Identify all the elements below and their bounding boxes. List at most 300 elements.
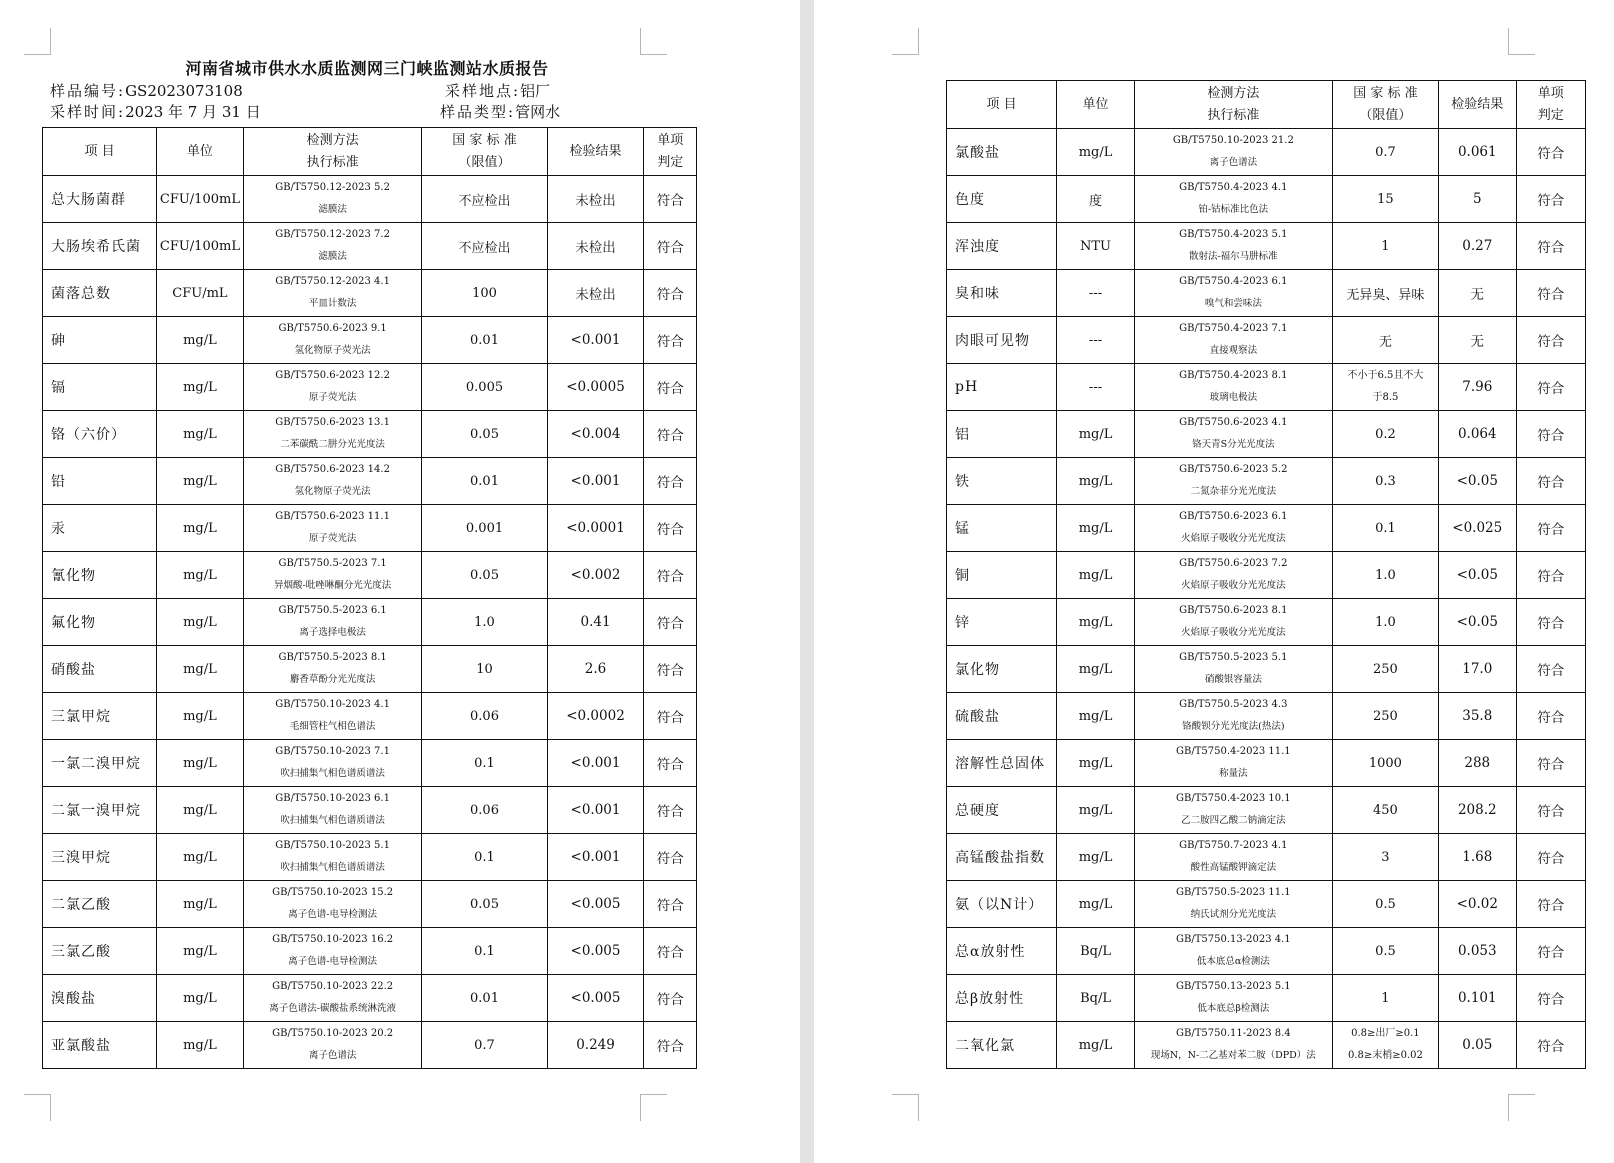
judgement-cell: 符合	[644, 693, 697, 740]
table-row	[43, 317, 697, 364]
method-standard: GB/T5750.6-2023 9.1	[278, 323, 387, 334]
limit-cell: 0.5	[1332, 928, 1438, 975]
limit-line: 于8.5	[1372, 392, 1399, 403]
limit-cell: 0.01	[422, 975, 547, 1022]
table-row	[43, 834, 697, 881]
unit-cell: ---	[1057, 317, 1135, 364]
judgement-cell: 符合	[1516, 552, 1585, 599]
crop-mark	[24, 28, 51, 55]
item-cell: 亚氯酸盐	[43, 1022, 157, 1069]
method-name: 二氮杂菲分光光度法	[1190, 486, 1277, 497]
method-cell	[243, 458, 422, 505]
method-cell	[243, 975, 422, 1022]
method-name: 原子荧光法	[308, 392, 357, 403]
result-cell: <0.002	[547, 552, 644, 599]
method-cell	[1134, 223, 1332, 270]
unit-cell: mg/L	[157, 364, 244, 411]
method-cell	[1134, 928, 1332, 975]
method-name: 低本底总β检测法	[1197, 1003, 1270, 1014]
table-row	[947, 834, 1586, 881]
method-cell	[1134, 270, 1332, 317]
judgement-cell: 符合	[644, 740, 697, 787]
method-name: 异烟酸-吡唑啉酮分光光度法	[274, 580, 392, 591]
method-standard: GB/T5750.6-2023 6.1	[1179, 511, 1288, 522]
method-cell	[1134, 975, 1332, 1022]
judgement-cell: 符合	[644, 1022, 697, 1069]
crop-mark	[24, 1094, 51, 1121]
unit-cell: 度	[1057, 176, 1135, 223]
unit-cell: mg/L	[157, 740, 244, 787]
header-unit: 单位	[1057, 81, 1135, 129]
method-name: 平皿计数法	[308, 298, 357, 309]
method-name: 离子选择电极法	[299, 627, 366, 638]
method-name: 嗅气和尝味法	[1204, 298, 1262, 309]
unit-cell: mg/L	[1057, 599, 1135, 646]
method-standard: GB/T5750.6-2023 5.2	[1179, 464, 1288, 475]
method-name: 吹扫捕集气相色谱质谱法	[280, 768, 385, 779]
table-row	[947, 129, 1586, 176]
judgement-cell: 符合	[644, 270, 697, 317]
item-cell: 总β放射性	[947, 975, 1057, 1022]
unit-cell: mg/L	[157, 975, 244, 1022]
method-cell	[1134, 599, 1332, 646]
method-name: 散射法-福尔马肼标准	[1188, 251, 1278, 262]
result-cell: <0.05	[1438, 458, 1516, 505]
crop-mark	[1508, 28, 1535, 55]
item-cell: 砷	[43, 317, 157, 364]
result-cell: 0.27	[1438, 223, 1516, 270]
result-cell: <0.05	[1438, 599, 1516, 646]
table-row	[43, 176, 697, 223]
item-cell: pH	[947, 364, 1057, 411]
item-cell: 硝酸盐	[43, 646, 157, 693]
table-row	[43, 458, 697, 505]
method-name: 硝酸银容量法	[1204, 674, 1262, 685]
method-standard: GB/T5750.5-2023 7.1	[278, 558, 387, 569]
method-name: 吹扫捕集气相色谱质谱法	[280, 815, 385, 826]
unit-cell: mg/L	[157, 552, 244, 599]
judgement-cell: 符合	[644, 646, 697, 693]
limit-cell: 0.05	[422, 552, 547, 599]
table-row	[947, 552, 1586, 599]
item-cell: 高锰酸盐指数	[947, 834, 1057, 881]
method-cell	[1134, 176, 1332, 223]
method-cell	[243, 646, 422, 693]
method-name: 氢化物原子荧光法	[294, 486, 371, 497]
item-cell: 氯酸盐	[947, 129, 1057, 176]
table-row	[43, 787, 697, 834]
method-cell	[1134, 881, 1332, 928]
judgement-cell: 符合	[644, 505, 697, 552]
limit-cell	[1332, 1022, 1438, 1069]
item-cell: 总硬度	[947, 787, 1057, 834]
limit-cell: 0.05	[422, 411, 547, 458]
limit-cell: 不应检出	[422, 176, 547, 223]
table-row	[947, 787, 1586, 834]
judgement-cell: 符合	[1516, 693, 1585, 740]
method-standard: GB/T5750.12-2023 5.2	[275, 182, 390, 193]
limit-cell: 100	[422, 270, 547, 317]
method-cell	[1134, 411, 1332, 458]
method-cell	[1134, 740, 1332, 787]
unit-cell: mg/L	[1057, 129, 1135, 176]
item-cell: 总α放射性	[947, 928, 1057, 975]
method-name: 毛细管柱气相色谱法	[289, 721, 376, 732]
method-cell	[243, 834, 422, 881]
unit-cell: mg/L	[1057, 834, 1135, 881]
unit-cell: mg/L	[157, 411, 244, 458]
method-cell	[1134, 458, 1332, 505]
header-judge: 单项 判定	[644, 128, 697, 176]
unit-cell: mg/L	[1057, 505, 1135, 552]
table-header-row	[43, 128, 697, 176]
limit-cell: 无	[1332, 317, 1438, 364]
table-row	[947, 693, 1586, 740]
item-cell: 二氯一溴甲烷	[43, 787, 157, 834]
method-name: 称量法	[1219, 768, 1248, 779]
item-cell: 溶解性总固体	[947, 740, 1057, 787]
limit-cell: 0.06	[422, 787, 547, 834]
item-cell: 氰化物	[43, 552, 157, 599]
table-row	[947, 223, 1586, 270]
unit-cell: Bq/L	[1057, 975, 1135, 1022]
crop-mark	[892, 28, 919, 55]
method-name: 二苯碳酰二肼分光光度法	[280, 439, 385, 450]
method-name: 离子色谱-电导检测法	[288, 956, 377, 967]
method-name: 氢化物原子荧光法	[294, 345, 371, 356]
table-row	[43, 223, 697, 270]
header-limit: 国 家 标 准 （限值）	[1332, 81, 1438, 129]
header-result: 检验结果	[547, 128, 644, 176]
method-standard: GB/T5750.12-2023 4.1	[275, 276, 390, 287]
method-cell	[243, 505, 422, 552]
item-cell: 臭和味	[947, 270, 1057, 317]
method-cell	[243, 693, 422, 740]
header-unit: 单位	[157, 128, 244, 176]
method-cell	[243, 740, 422, 787]
limit-cell: 250	[1332, 646, 1438, 693]
result-cell: 5	[1438, 176, 1516, 223]
item-cell: 色度	[947, 176, 1057, 223]
judgement-cell: 符合	[1516, 787, 1585, 834]
method-name: 吹扫捕集气相色谱质谱法	[280, 862, 385, 873]
unit-cell: mg/L	[1057, 693, 1135, 740]
limit-cell: 250	[1332, 693, 1438, 740]
limit-cell: 1.0	[422, 599, 547, 646]
method-name: 滤膜法	[318, 251, 347, 262]
judgement-cell: 符合	[644, 928, 697, 975]
table-row	[43, 881, 697, 928]
limit-cell: 1	[1332, 975, 1438, 1022]
result-cell: <0.004	[547, 411, 644, 458]
result-cell: 17.0	[1438, 646, 1516, 693]
table-header-row	[947, 81, 1586, 129]
header-judge: 单项 判定	[1516, 81, 1585, 129]
item-cell: 氟化物	[43, 599, 157, 646]
crop-mark	[1508, 1094, 1535, 1121]
method-name: 铬天青S分光光度法	[1192, 439, 1275, 450]
result-cell: <0.025	[1438, 505, 1516, 552]
unit-cell: mg/L	[157, 693, 244, 740]
method-cell	[1134, 787, 1332, 834]
item-cell: 三氯甲烷	[43, 693, 157, 740]
method-standard: GB/T5750.10-2023 20.2	[272, 1028, 394, 1039]
table-row	[947, 599, 1586, 646]
result-cell: <0.0002	[547, 693, 644, 740]
judgement-cell: 符合	[644, 223, 697, 270]
judgement-cell: 符合	[1516, 176, 1585, 223]
judgement-cell: 符合	[1516, 505, 1585, 552]
limit-cell: 1000	[1332, 740, 1438, 787]
page-gutter	[800, 0, 814, 1163]
limit-cell: 450	[1332, 787, 1438, 834]
table-row	[947, 928, 1586, 975]
result-cell: 1.68	[1438, 834, 1516, 881]
crop-mark	[640, 28, 667, 55]
result-cell: <0.001	[547, 740, 644, 787]
method-standard: GB/T5750.5-2023 11.1	[1176, 887, 1291, 898]
method-name: 玻璃电极法	[1209, 392, 1258, 403]
result-cell: 未检出	[547, 223, 644, 270]
result-cell: 0.061	[1438, 129, 1516, 176]
result-cell: 0.053	[1438, 928, 1516, 975]
result-cell: 2.6	[547, 646, 644, 693]
item-cell: 镉	[43, 364, 157, 411]
method-name: 离子色谱法-碳酸盐系统淋洗液	[269, 1003, 396, 1014]
item-cell: 铝	[947, 411, 1057, 458]
item-cell: 总大肠菌群	[43, 176, 157, 223]
table-row	[947, 1022, 1586, 1069]
method-name: 铂-钴标准比色法	[1198, 204, 1269, 215]
result-cell: <0.001	[547, 834, 644, 881]
unit-cell: mg/L	[1057, 458, 1135, 505]
method-standard: GB/T5750.7-2023 4.1	[1179, 840, 1288, 851]
method-cell	[243, 881, 422, 928]
method-cell	[1134, 129, 1332, 176]
method-standard: GB/T5750.6-2023 12.2	[275, 370, 390, 381]
header-method: 检测方法 执行标准	[1134, 81, 1332, 129]
method-name: 离子色谱法	[308, 1050, 357, 1061]
unit-cell: Bq/L	[1057, 928, 1135, 975]
item-cell: 铬（六价）	[43, 411, 157, 458]
judgement-cell: 符合	[644, 552, 697, 599]
table-row	[43, 975, 697, 1022]
method-standard: GB/T5750.4-2023 8.1	[1179, 370, 1288, 381]
limit-cell: 不应检出	[422, 223, 547, 270]
judgement-cell: 符合	[1516, 975, 1585, 1022]
item-cell: 锰	[947, 505, 1057, 552]
unit-cell: mg/L	[157, 881, 244, 928]
table-row	[947, 646, 1586, 693]
method-name: 直接观察法	[1209, 345, 1258, 356]
limit-cell: 0.1	[422, 740, 547, 787]
method-standard: GB/T5750.4-2023 4.1	[1179, 182, 1288, 193]
method-name: 低本底总α检测法	[1196, 956, 1270, 967]
judgement-cell: 符合	[644, 975, 697, 1022]
method-standard: GB/T5750.13-2023 5.1	[1176, 981, 1291, 992]
table-row	[43, 693, 697, 740]
result-cell: <0.005	[547, 975, 644, 1022]
result-cell: 7.96	[1438, 364, 1516, 411]
unit-cell: mg/L	[1057, 1022, 1135, 1069]
table-row	[43, 270, 697, 317]
header-result: 检验结果	[1438, 81, 1516, 129]
item-cell: 三氯乙酸	[43, 928, 157, 975]
method-cell	[243, 552, 422, 599]
item-cell: 铜	[947, 552, 1057, 599]
method-cell	[1134, 505, 1332, 552]
method-name: 铬酸钡分光光度法(热法)	[1182, 721, 1285, 732]
method-cell	[1134, 1022, 1332, 1069]
item-cell: 一氯二溴甲烷	[43, 740, 157, 787]
header-method: 检测方法 执行标准	[243, 128, 422, 176]
table-row	[947, 881, 1586, 928]
table-row	[43, 1022, 697, 1069]
result-cell: 无	[1438, 270, 1516, 317]
method-standard: GB/T5750.4-2023 7.1	[1179, 323, 1288, 334]
method-cell	[243, 223, 422, 270]
result-cell: 0.249	[547, 1022, 644, 1069]
sample-time-value: 2023 年 7 月 31 日	[125, 103, 261, 121]
sample-id-label: 样品编号:	[50, 82, 126, 100]
limit-cell: 1.0	[1332, 599, 1438, 646]
result-cell: 0.101	[1438, 975, 1516, 1022]
table-row	[43, 928, 697, 975]
limit-cell: 0.1	[422, 834, 547, 881]
table-row	[43, 364, 697, 411]
unit-cell: mg/L	[157, 787, 244, 834]
method-standard: GB/T5750.4-2023 11.1	[1176, 746, 1291, 757]
table-row	[947, 740, 1586, 787]
report-title: 河南省城市供水水质监测网三门峡监测站水质报告	[185, 59, 549, 78]
item-cell: 铁	[947, 458, 1057, 505]
item-cell: 溴酸盐	[43, 975, 157, 1022]
limit-cell: 0.01	[422, 317, 547, 364]
judgement-cell: 符合	[644, 881, 697, 928]
method-cell	[243, 928, 422, 975]
unit-cell: mg/L	[1057, 740, 1135, 787]
unit-cell: mg/L	[157, 646, 244, 693]
method-cell	[1134, 693, 1332, 740]
limit-cell: 0.001	[422, 505, 547, 552]
method-standard: GB/T5750.4-2023 10.1	[1176, 793, 1291, 804]
limit-cell: 0.7	[1332, 129, 1438, 176]
method-cell	[243, 1022, 422, 1069]
result-cell: <0.02	[1438, 881, 1516, 928]
method-standard: GB/T5750.5-2023 8.1	[278, 652, 387, 663]
judgement-cell: 符合	[1516, 270, 1585, 317]
method-standard: GB/T5750.6-2023 11.1	[275, 511, 390, 522]
unit-cell: NTU	[1057, 223, 1135, 270]
judgement-cell: 符合	[644, 599, 697, 646]
item-cell: 铅	[43, 458, 157, 505]
table-row	[43, 552, 697, 599]
unit-cell: CFU/mL	[157, 270, 244, 317]
result-cell: <0.001	[547, 317, 644, 364]
result-cell: 未检出	[547, 176, 644, 223]
limit-cell: 1.0	[1332, 552, 1438, 599]
method-cell	[1134, 317, 1332, 364]
judgement-cell: 符合	[1516, 129, 1585, 176]
table-row	[947, 458, 1586, 505]
unit-cell: mg/L	[1057, 411, 1135, 458]
method-standard: GB/T5750.10-2023 7.1	[275, 746, 390, 757]
sample-type-line	[440, 101, 560, 122]
method-name: 离子色谱-电导检测法	[288, 909, 377, 920]
method-standard: GB/T5750.5-2023 6.1	[278, 605, 387, 616]
unit-cell: CFU/100mL	[157, 176, 244, 223]
result-cell: <0.05	[1438, 552, 1516, 599]
method-name: 乙二胺四乙酸二钠滴定法	[1181, 815, 1286, 826]
table-row	[947, 505, 1586, 552]
sample-type-label: 样品类型:	[440, 103, 516, 121]
limit-line: 不小于6.5且不大	[1347, 370, 1424, 381]
header-item: 项 目	[43, 128, 157, 176]
result-cell: 0.064	[1438, 411, 1516, 458]
table-row	[43, 505, 697, 552]
unit-cell: mg/L	[1057, 881, 1135, 928]
sample-id-value: GS2023073108	[125, 82, 243, 100]
judgement-cell: 符合	[1516, 1022, 1585, 1069]
result-cell: 208.2	[1438, 787, 1516, 834]
method-cell	[243, 364, 422, 411]
result-cell: <0.001	[547, 787, 644, 834]
limit-cell: 0.1	[422, 928, 547, 975]
limit-line: 0.8≥出厂≥0.1	[1351, 1028, 1420, 1039]
item-cell: 浑浊度	[947, 223, 1057, 270]
item-cell: 氯化物	[947, 646, 1057, 693]
result-cell: 0.41	[547, 599, 644, 646]
method-standard: GB/T5750.6-2023 8.1	[1179, 605, 1288, 616]
header-limit: 国 家 标 准 （限值）	[422, 128, 547, 176]
table-row	[43, 740, 697, 787]
method-standard: GB/T5750.5-2023 5.1	[1179, 652, 1288, 663]
method-standard: GB/T5750.4-2023 6.1	[1179, 276, 1288, 287]
method-standard: GB/T5750.10-2023 6.1	[275, 793, 390, 804]
method-name: 离子色谱法	[1209, 157, 1258, 168]
unit-cell: mg/L	[157, 928, 244, 975]
method-standard: GB/T5750.12-2023 7.2	[275, 229, 390, 240]
table-row	[947, 176, 1586, 223]
method-cell	[1134, 364, 1332, 411]
location-line	[445, 80, 550, 101]
method-standard: GB/T5750.10-2023 22.2	[272, 981, 394, 992]
limit-line: 0.8≥末梢≥0.02	[1347, 1050, 1423, 1061]
item-cell: 汞	[43, 505, 157, 552]
header-item: 项 目	[947, 81, 1057, 129]
table-row	[947, 270, 1586, 317]
judgement-cell: 符合	[644, 411, 697, 458]
results-table-left	[42, 127, 697, 1069]
method-cell	[243, 270, 422, 317]
limit-cell: 0.2	[1332, 411, 1438, 458]
method-standard: GB/T5750.6-2023 13.1	[275, 417, 390, 428]
judgement-cell: 符合	[644, 787, 697, 834]
unit-cell: mg/L	[157, 1022, 244, 1069]
method-cell	[1134, 646, 1332, 693]
result-cell: <0.005	[547, 881, 644, 928]
judgement-cell: 符合	[1516, 881, 1585, 928]
judgement-cell: 符合	[1516, 928, 1585, 975]
method-cell	[243, 176, 422, 223]
judgement-cell: 符合	[644, 364, 697, 411]
judgement-cell: 符合	[1516, 740, 1585, 787]
method-name: 火焰原子吸收分光光度法	[1181, 580, 1286, 591]
limit-cell: 0.06	[422, 693, 547, 740]
method-cell	[243, 317, 422, 364]
item-cell: 锌	[947, 599, 1057, 646]
judgement-cell: 符合	[644, 834, 697, 881]
